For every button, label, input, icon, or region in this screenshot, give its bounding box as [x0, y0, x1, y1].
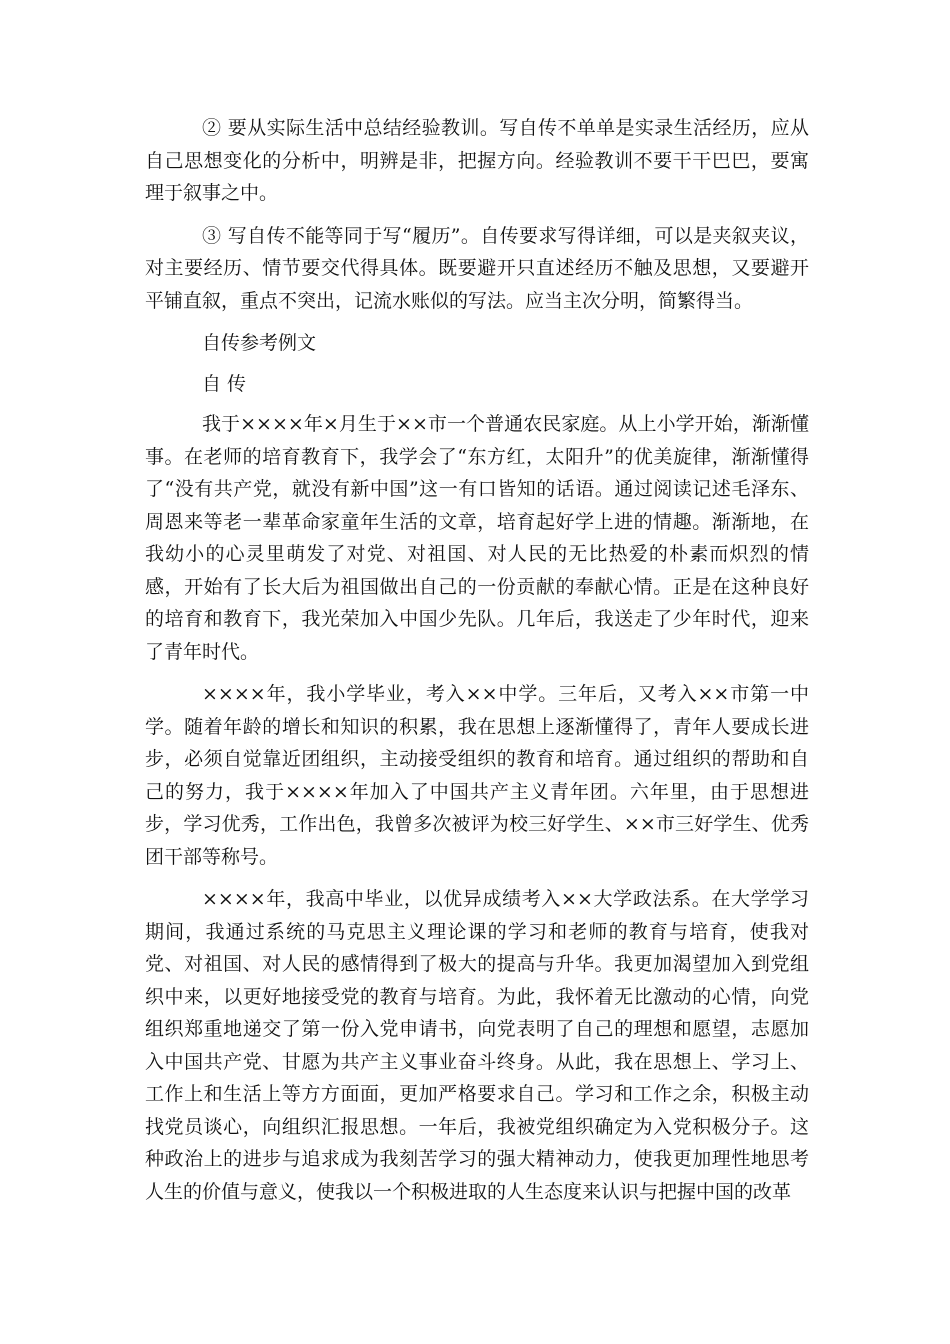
paragraph-university: ××××年，我高中毕业，以优异成绩考入××大学政法系。在大学学习期间，我通过系统的马克思主义理论课的学习和老师的教育与培育，使我对党、对祖国、对人民的感情得到了极大的提高与升华。我更加渴望加入到党组织中来，以更好地接受党的教育与培育。为此，我怀着无比激动的心情，向党组织郑重地递交了第一份入党申请书，向党表明了自己的理想和愿望，志愿加入中国共产党、甘愿为共产主义事业奋斗终身。从此，我在思想上、学习上、工作上和生活上等方方面面，更加严格要求自己。学习和工作之余，积极主动找党员谈心，向组织汇报思想。一年后，我被党组织确定为入党积极分子。这种政治上的进步与追求成为我刻苦学习的强大精神动力，使我更加理性地思考人生的价值与意义，使我以一个积极进取的人生态度来认识与把握中国的改革 — [145, 888, 809, 1203]
sample-title: 自 传 — [202, 372, 247, 395]
paragraph-childhood: 我于××××年×月生于××市一个普通农民家庭。从上小学开始，渐渐懂事。在老师的培育教育下，我学会了“东方红，太阳升”的优美旋律，渐渐懂得了“没有共产党，就没有新中国”这一有口皆知的话语。通过阅读记述毛泽东、周恩来等老一辈革命家童年生活的文章，培育起好学上进的情趣。渐渐地，在我幼小的心灵里萌发了对党、对祖国、对人民的无比热爱的朴素而炽烈的情感，开始有了长大后为祖国做出自己的一份贡献的奉献心情。正是在这种良好的培育和教育下，我光荣加入中国少先队。几年后，我送走了少年时代，迎来了青年时代。 — [145, 413, 809, 663]
paragraph-guideline-3: ③ 写自传不能等同于写“履历”。自传要求写得详细，可以是夹叙夹议，对主要经历、情节要交代得具体。既要避开只直述经历不触及思想，又要避开平铺直叙，重点不突出，记流水账似的写法。应当主次分明，简繁得当。 — [145, 224, 809, 312]
document-body — [145, 112, 809, 1218]
paragraph-guideline-2: ② 要从实际生活中总结经验教训。写自传不单单是实录生活经历，应从自己思想变化的分析中，明辨是非，把握方向。经验教训不要干干巴巴，要寓理于叙事之中。 — [145, 117, 809, 204]
section-heading-sample: 自传参考例文 — [202, 332, 317, 354]
paragraph-school: ××××年，我小学毕业，考入××中学。三年后，又考入××市第一中学。随着年龄的增长和知识的积累，我在思想上逐渐懂得了，青年人要成长进步，必须自觉靠近团组织，主动接受组织的教育和培育。通过组织的帮助和自己的努力，我于××××年加入了中国共产主义青年团。六年里，由于思想进步，学习优秀，工作出色，我曾多次被评为校三好学生、××市三好学生、优秀团干部等称号。 — [145, 683, 809, 868]
